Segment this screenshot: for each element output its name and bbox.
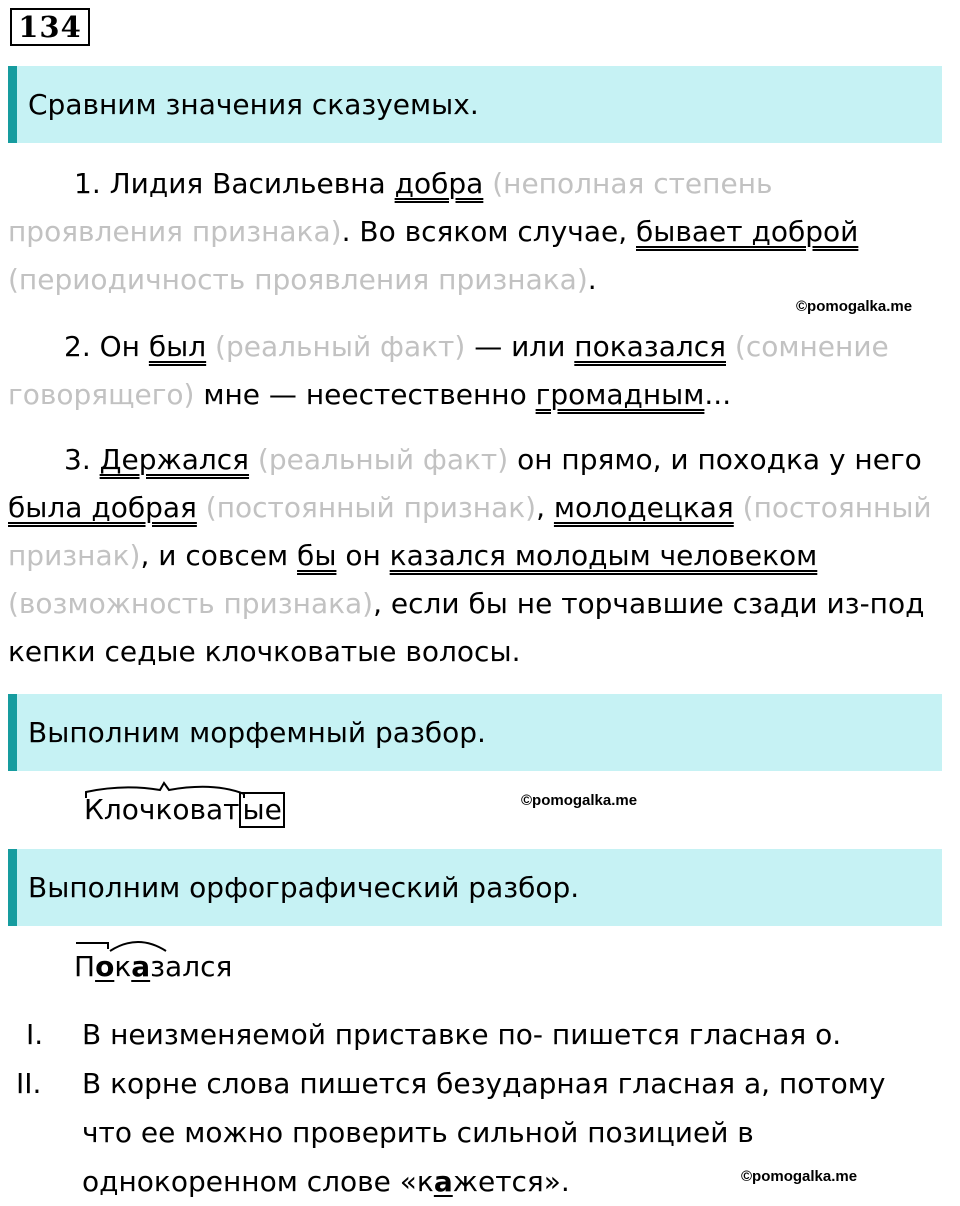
predicate: молодецкая	[553, 491, 734, 524]
vowel-a: а	[131, 950, 151, 983]
list-item: В корне слова пишется безударная гласная а, потому что ее можно проверить сильной позицией в однокоренном слове «кажется».	[82, 1067, 886, 1198]
note: (постоянный признак)	[8, 491, 932, 572]
note: (постоянный признак)	[196, 491, 537, 524]
orthographic-parse	[74, 935, 314, 991]
section-header-orthographic: Выполним орфографический разбор.	[8, 849, 942, 926]
predicate: добра	[394, 167, 484, 200]
predicate: Держался	[99, 443, 250, 476]
vowel-a: а	[433, 1165, 453, 1198]
paragraph-2: 2. Он был (реальный факт) — или показался (сомнение говорящего) мне — неестественно громадным...	[8, 330, 889, 411]
note: (возможность признака)	[8, 587, 374, 620]
predicate: бывает доброй	[636, 215, 859, 248]
paragraph-3: 3. Держался (реальный факт) он прямо, и походка у него была добрая (постоянный признак), молодецкая (постоянный признак), и совсем бы он казался молодым человеком (возможность признака), если бы не торчавшие сзади из-под кепки седые клочковатые волосы.	[8, 443, 932, 668]
note: (периодичность проявления признака)	[8, 263, 588, 296]
note: (реальный факт)	[206, 330, 466, 363]
list-number: I.	[26, 1018, 44, 1051]
watermark: ©pomogalka.me	[521, 792, 638, 809]
predicate: была добрая	[8, 491, 197, 524]
predicate: громадным	[535, 378, 705, 411]
predicate: бы	[297, 539, 337, 572]
task-number: 134	[10, 8, 90, 46]
predicate: был	[148, 330, 207, 363]
morph-word	[84, 792, 285, 828]
section-header-morphemic: Выполним морфемный разбор.	[8, 694, 942, 771]
predicate: показался	[574, 330, 726, 363]
vowel-o: о	[95, 950, 115, 983]
morph-stem: Клочковат	[84, 793, 240, 826]
ending-box: ые	[239, 792, 284, 828]
note: (сомнение говорящего)	[8, 330, 889, 411]
morphemic-parse	[84, 778, 304, 838]
watermark: ©pomogalka.me	[796, 298, 913, 315]
list-item: В неизменяемой приставке по- пишется гласная о.	[82, 1018, 842, 1051]
note: (реальный факт)	[249, 443, 509, 476]
predicate: казался молодым человеком	[389, 539, 818, 572]
list-number: II.	[16, 1067, 42, 1100]
orth-word: Показался	[74, 950, 233, 983]
watermark: ©pomogalka.me	[741, 1168, 858, 1185]
paragraph-1: 1. Лидия Васильевна добра (неполная степень проявления признака). Во всяком случае, бывает доброй (периодичность проявления признака).	[8, 167, 859, 296]
note: (неполная степень проявления признака)	[8, 167, 773, 248]
section-header-predicates: Сравним значения сказуемых.	[8, 66, 942, 143]
